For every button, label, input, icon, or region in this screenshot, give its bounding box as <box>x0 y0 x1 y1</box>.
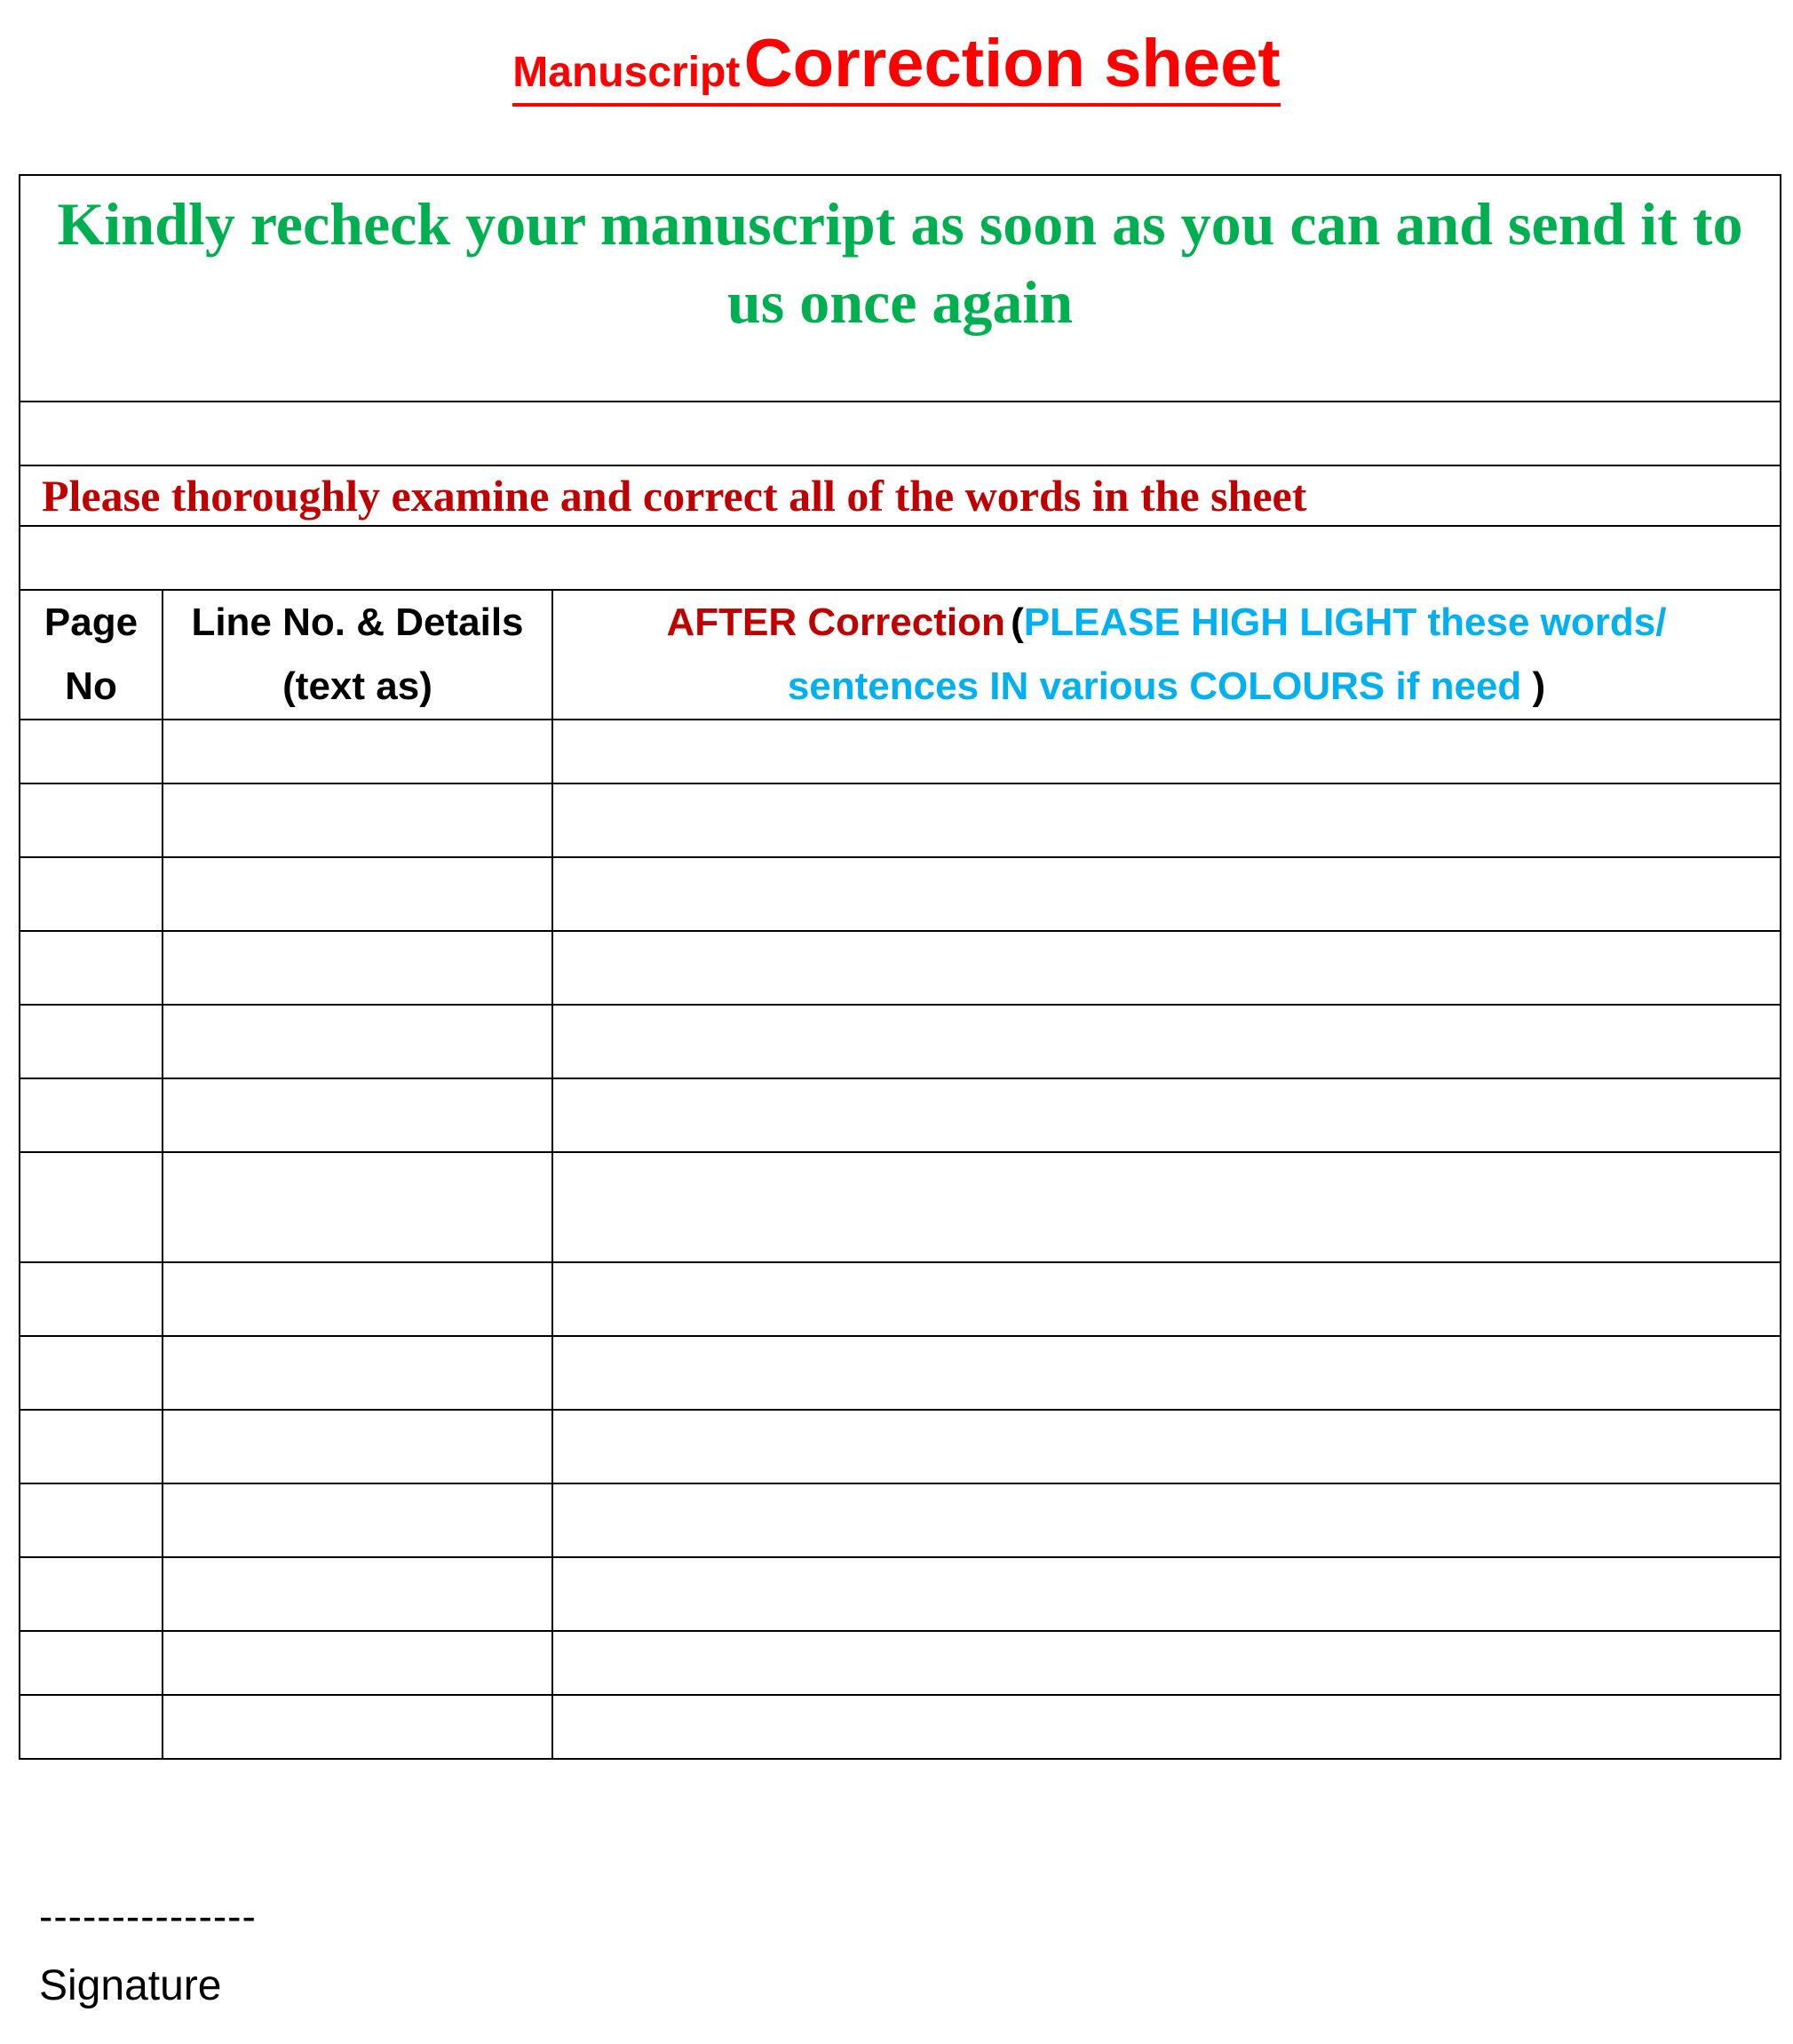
page-no-cell[interactable] <box>20 1152 163 1262</box>
table-row <box>20 931 1781 1005</box>
table-row <box>20 857 1781 931</box>
page-no-cell[interactable] <box>20 1557 163 1631</box>
table-row <box>20 1336 1781 1410</box>
title-main: Correction sheet <box>743 26 1281 101</box>
line-details-cell[interactable] <box>163 1262 552 1336</box>
title-underline <box>512 27 1280 107</box>
signature-label: Signature <box>39 1962 222 2009</box>
after-correction-cell[interactable] <box>552 1078 1781 1152</box>
after-correction-cell[interactable] <box>552 720 1781 783</box>
line-details-cell[interactable] <box>163 783 552 857</box>
instruction-text: Please thoroughly examine and correct all of the words in the sheet <box>20 465 1781 526</box>
after-correction-cell[interactable] <box>552 1631 1781 1695</box>
header-after-correction <box>552 590 1781 720</box>
table-row <box>20 720 1781 783</box>
page-no-cell[interactable] <box>20 1336 163 1410</box>
header-after-correction-label: AFTER Correction <box>666 600 1005 644</box>
page-no-cell[interactable] <box>20 1005 163 1078</box>
after-correction-cell[interactable] <box>552 1410 1781 1483</box>
after-correction-cell[interactable] <box>552 857 1781 931</box>
spacer-row <box>20 402 1781 465</box>
after-correction-cell[interactable] <box>552 931 1781 1005</box>
line-details-cell[interactable] <box>163 1152 552 1262</box>
page-no-cell[interactable] <box>20 931 163 1005</box>
page-no-cell[interactable] <box>20 1695 163 1759</box>
line-details-cell[interactable] <box>163 1005 552 1078</box>
table-row <box>20 783 1781 857</box>
page-no-cell[interactable] <box>20 1410 163 1483</box>
table-row <box>20 1152 1781 1262</box>
table-row <box>20 1695 1781 1759</box>
line-details-cell[interactable] <box>163 1483 552 1557</box>
table-row <box>20 1078 1781 1152</box>
header-line-details-label: Line No. & Details (text as) <box>191 600 524 708</box>
page-no-cell[interactable] <box>20 783 163 857</box>
line-details-cell[interactable] <box>163 931 552 1005</box>
header-highlight-note: PLEASE HIGH LIGHT these words/ sentences IN various COLOURS if need <box>787 600 1667 708</box>
header-page-no <box>20 590 163 720</box>
after-correction-cell[interactable] <box>552 1557 1781 1631</box>
spacer-cell[interactable] <box>20 526 1781 590</box>
line-details-cell[interactable] <box>163 1557 552 1631</box>
header-open-paren: ( <box>1011 600 1024 644</box>
line-details-cell[interactable] <box>163 1078 552 1152</box>
banner-text: Kindly recheck your manuscript as soon as you can and send it to us once again <box>57 190 1743 336</box>
table-row <box>20 1005 1781 1078</box>
table-row <box>20 1483 1781 1557</box>
header-line-details <box>163 590 552 720</box>
header-page-no-label: Page No <box>44 600 139 708</box>
line-details-cell[interactable] <box>163 857 552 931</box>
after-correction-cell[interactable] <box>552 1152 1781 1262</box>
table-row <box>20 1631 1781 1695</box>
after-correction-cell[interactable] <box>552 1336 1781 1410</box>
correction-table <box>19 174 1781 1760</box>
signature-line: --------------- <box>39 1893 257 1939</box>
table-row <box>20 1262 1781 1336</box>
after-correction-cell[interactable] <box>552 1483 1781 1557</box>
after-correction-cell[interactable] <box>552 783 1781 857</box>
spacer-cell[interactable] <box>20 402 1781 465</box>
page-no-cell[interactable] <box>20 1078 163 1152</box>
page-no-cell[interactable] <box>20 1631 163 1695</box>
table-row <box>20 1410 1781 1483</box>
line-details-cell[interactable] <box>163 1631 552 1695</box>
line-details-cell[interactable] <box>163 1336 552 1410</box>
page-no-cell[interactable] <box>20 720 163 783</box>
table-row <box>20 1557 1781 1631</box>
after-correction-cell[interactable] <box>552 1005 1781 1078</box>
after-correction-cell[interactable] <box>552 1695 1781 1759</box>
page-no-cell[interactable] <box>20 1262 163 1336</box>
title-prefix: Manuscript <box>512 49 741 96</box>
spacer-row <box>20 526 1781 590</box>
page-no-cell[interactable] <box>20 1483 163 1557</box>
table-header-row <box>20 590 1781 720</box>
line-details-cell[interactable] <box>163 1695 552 1759</box>
banner-cell <box>20 175 1781 402</box>
header-close-paren: ) <box>1532 664 1546 708</box>
line-details-cell[interactable] <box>163 1410 552 1483</box>
page-title <box>0 27 1793 107</box>
line-details-cell[interactable] <box>163 720 552 783</box>
after-correction-cell[interactable] <box>552 1262 1781 1336</box>
page-no-cell[interactable] <box>20 857 163 931</box>
banner-row <box>20 175 1781 402</box>
instruction-row <box>20 465 1781 526</box>
